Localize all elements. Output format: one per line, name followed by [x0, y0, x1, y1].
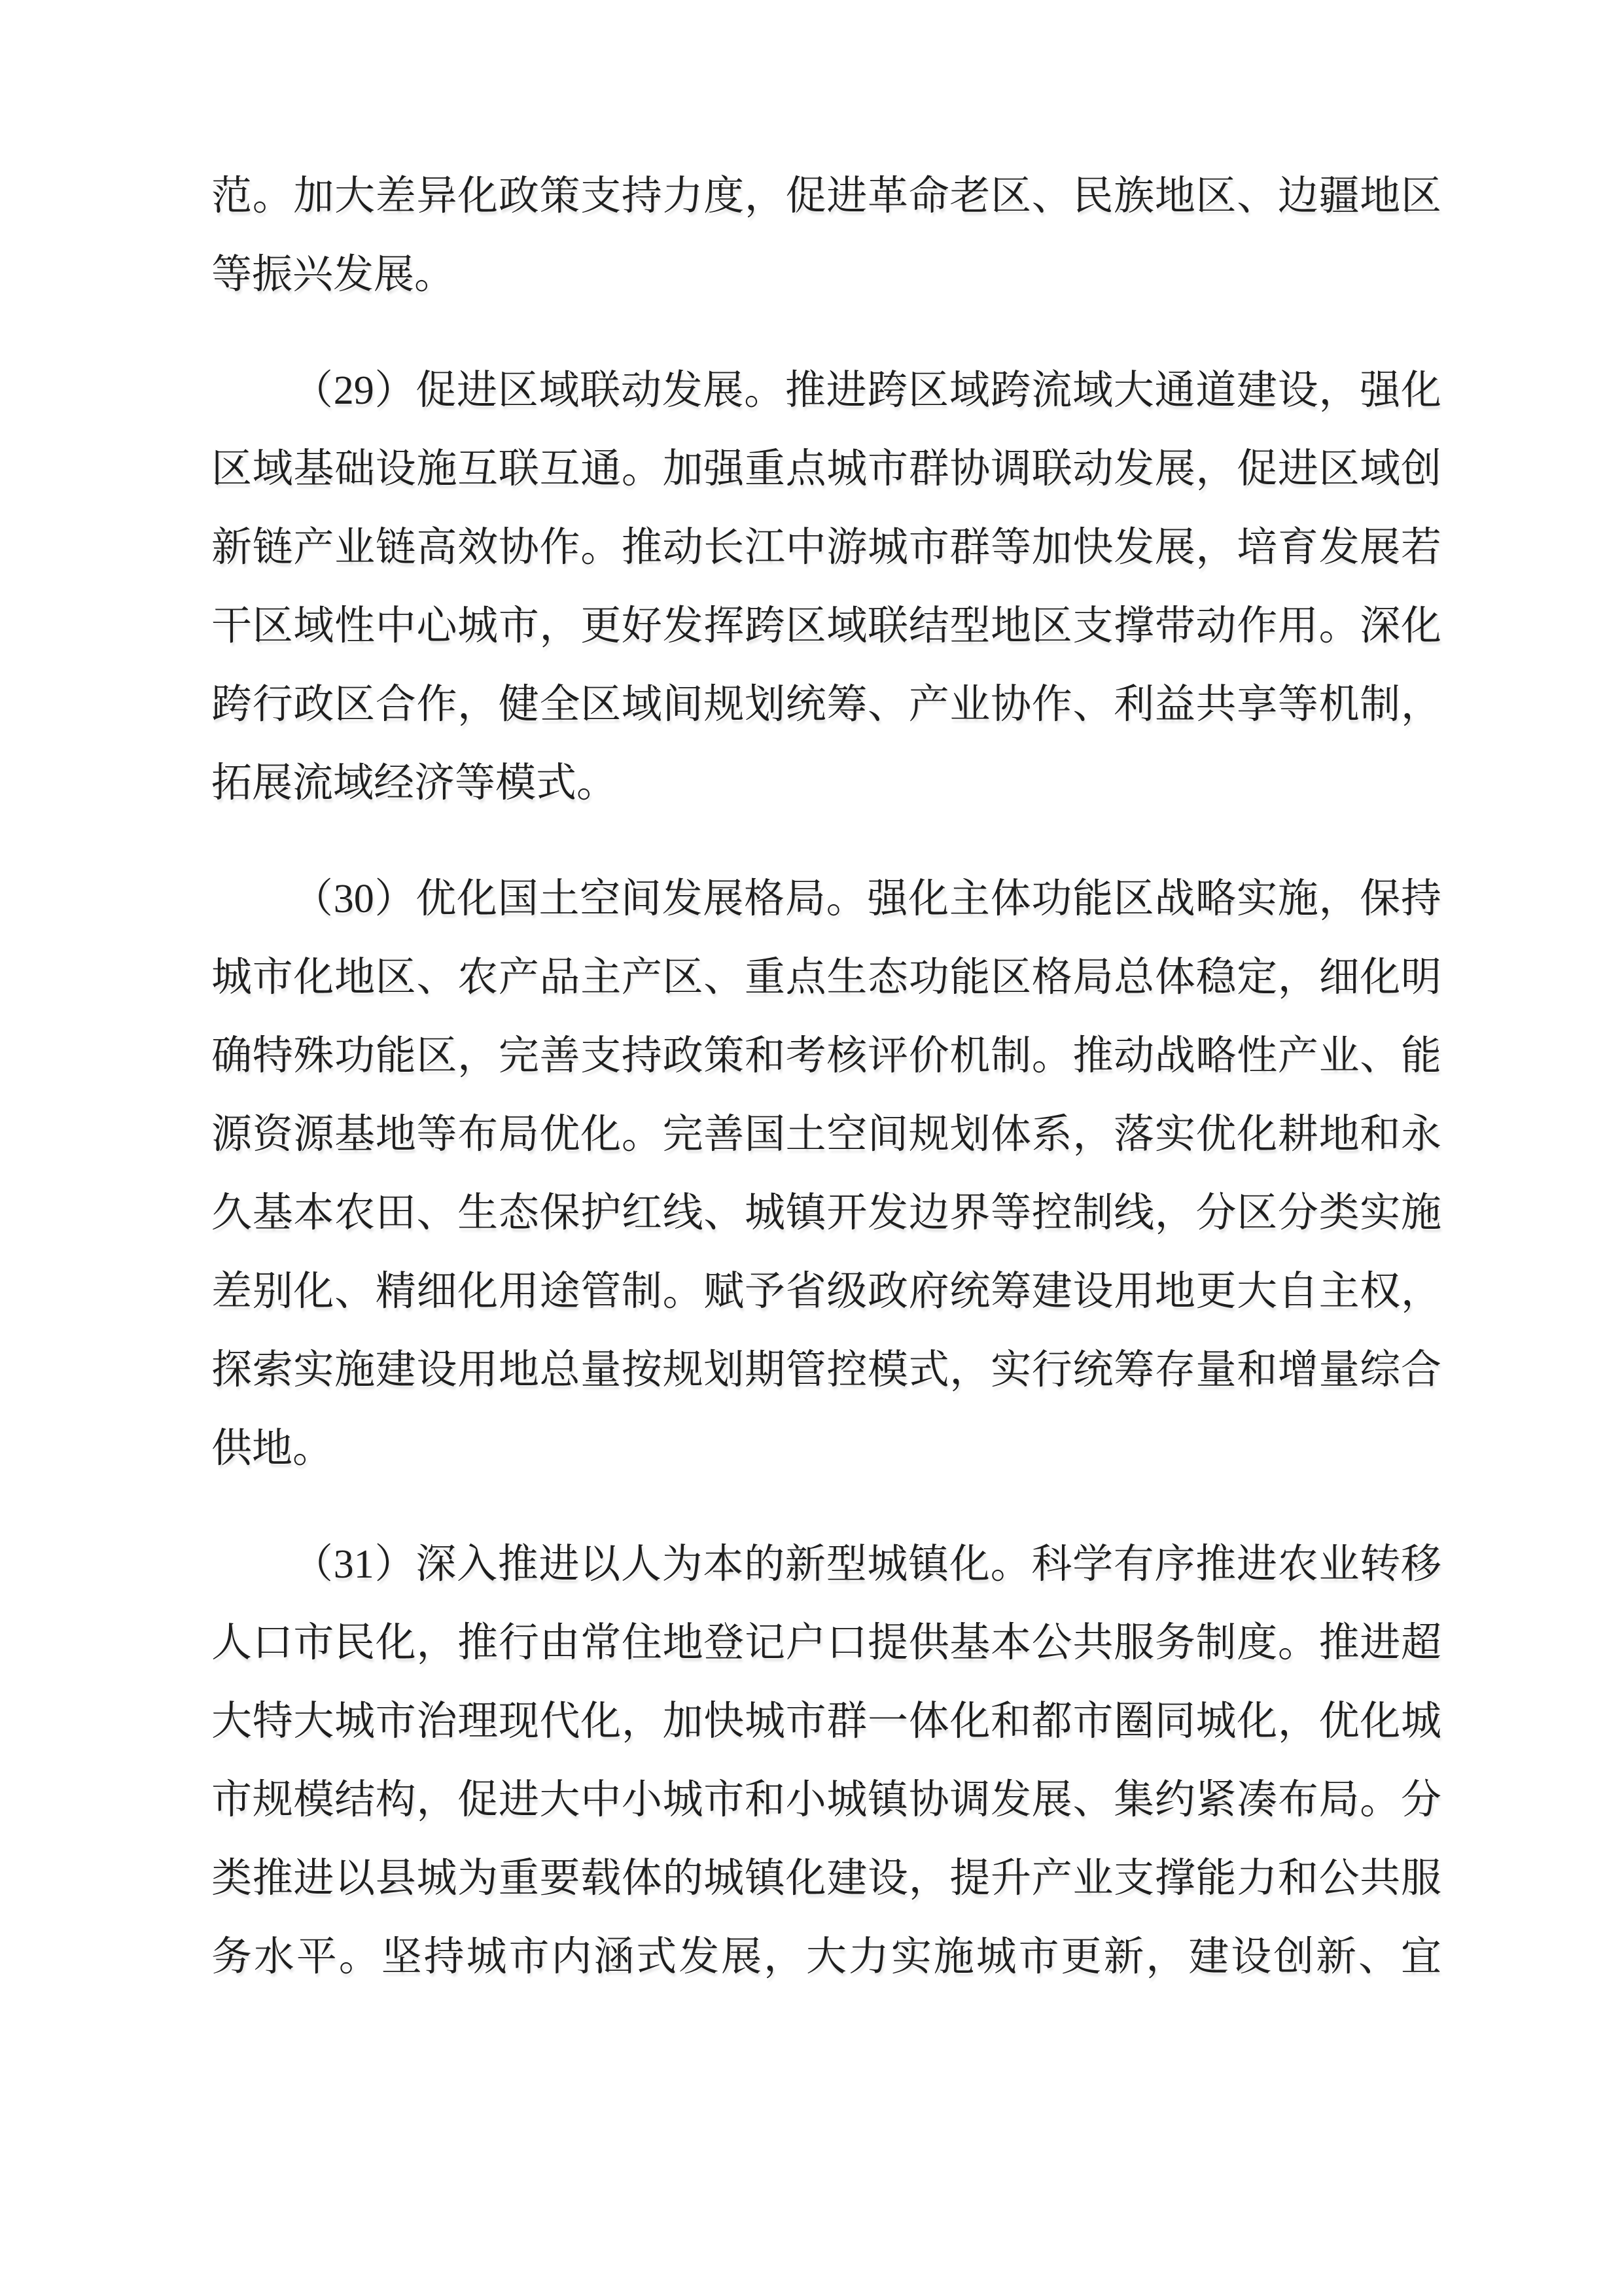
paragraph-continued-paragraph: 范。加大差异化政策支持力度，促进革命老区、民族地区、边疆地区等振兴发展。 [211, 174, 1441, 297]
document-text-block [211, 157, 1441, 1996]
paragraph-item-31: （31）深入推进以人为本的新型城镇化。科学有序推进农业转移人口市民化，推行由常住地登记户口提供基本公共服务制度。推进超大特大城市治理现代化，加快城市群一体化和都市圈同城化，优化城市规模结构，促进大中小城市和小城镇协调发展、集约紧凑布局。分类推进以县城为重要载体的城镇化建设，提升产业支撑能力和公共服务水平。坚持城市内涵式发展，大力实施城市更新，建设创新、宜 [211, 1542, 1441, 1979]
paragraph-item-29: （29）促进区域联动发展。推进跨区域跨流域大通道建设，强化区域基础设施互联互通。加强重点城市群协调联动发展，促进区域创新链产业链高效协作。推动长江中游城市群等加快发展，培育发展若干区域性中心城市，更好发挥跨区域联结型地区支撑带动作用。深化跨行政区合作，健全区域间规划统筹、产业协作、利益共享等机制，拓展流域经济等模式。 [211, 368, 1441, 805]
paragraph-item-30: （30）优化国土空间发展格局。强化主体功能区战略实施，保持城市化地区、农产品主产区、重点生态功能区格局总体稳定，细化明确特殊功能区，完善支持政策和考核评价机制。推动战略性产业、能源资源基地等布局优化。完善国土空间规划体系，落实优化耕地和永久基本农田、生态保护红线、城镇开发边界等控制线，分区分类实施差别化、精细化用途管制。赋予省级政府统筹建设用地更大自主权，探索实施建设用地总量按规划期管控模式，实行统筹存量和增量综合供地。 [211, 877, 1441, 1471]
